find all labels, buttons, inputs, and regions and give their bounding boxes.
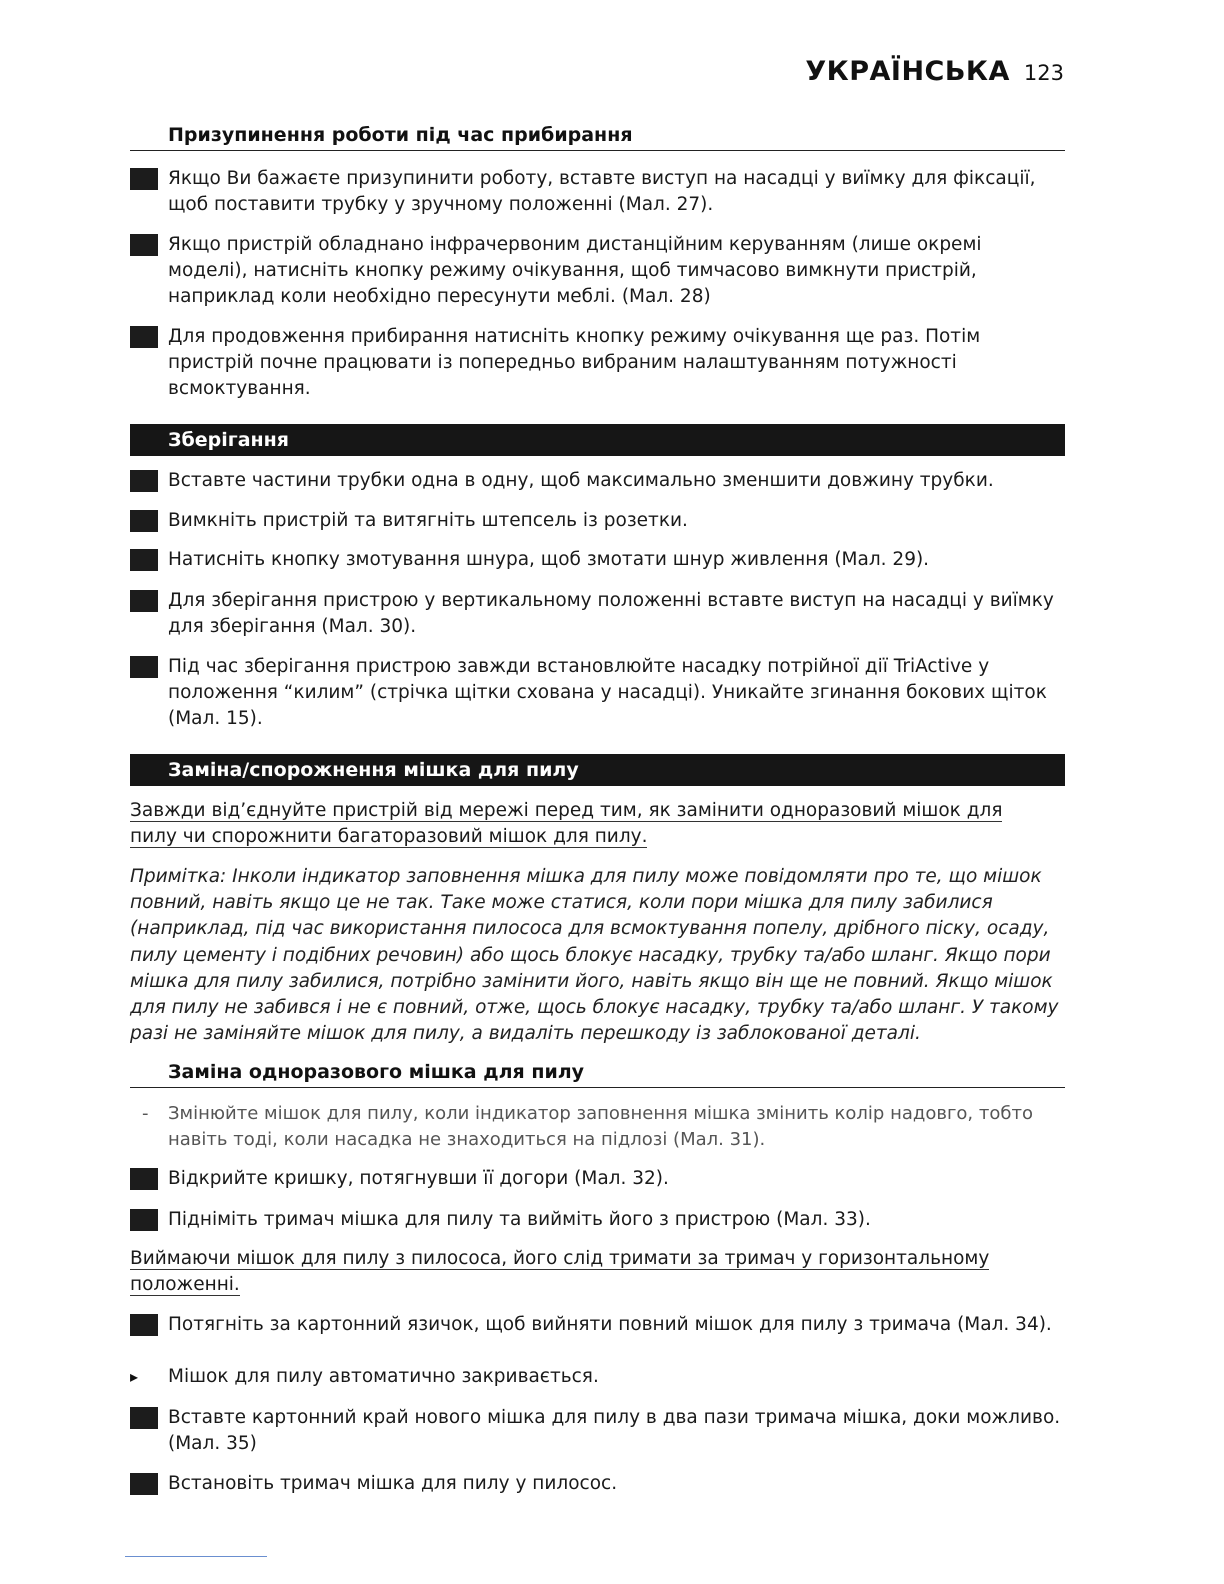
step-number-marker (130, 168, 158, 190)
warning-text-horizontal: Виймаючи мішок для пилу з пилососа, його слід тримати за тримач у горизонтальному положенні. (130, 1248, 990, 1295)
storage-step-3: Натисніть кнопку змотування шнура, щоб змотати шнур живлення (Мал. 29). (130, 547, 1065, 573)
footer-rule (125, 1556, 267, 1557)
step-number-marker (130, 1168, 158, 1190)
warning-text: Завжди від’єднуйте пристрій від мережі перед тим, як замінити одноразовий мішок для пилу чи спорожнити багаторазовий мішок для пилу. (130, 800, 1003, 847)
step-number-marker (130, 656, 158, 678)
pause-step-2: Якщо пристрій обладнано інфрачервоним дистанційним керуванням (лише окремі моделі), натисніть кнопку режиму очікування, щоб тимчасово вимкнути пристрій, наприклад коли необхідно пересунути меблі. (Мал. 28) (130, 232, 1065, 310)
note-text: Примітка: Інколи індикатор заповнення мішка для пилу може повідомляти про те, що мішок повний, навіть якщо це не так. Таке може статися, коли пори мішка для пилу забилися (наприклад, під час використання пилососа для всмоктування попелу, дрібного піску, осаду, пилу цементу і подібних речовин) або щось блокує насадку, трубку та/або шланг. Якщо пори мішка для пилу забилися, потрібно замінити його, навіть якщо він ще не повний. Якщо мішок для пилу не забився і не є повний, отже, щось блокує насадку, трубку та/або шланг. У такому разі не заміняйте мішок для пилу, а видаліть перешкоду із заблокованої деталі. (130, 866, 1059, 1045)
section-heading-replace: Заміна/спорожнення мішка для пилу (130, 754, 1065, 786)
disposable-step-5: Встановіть тримач мішка для пилу у пилосос. (130, 1471, 1065, 1497)
step-number-marker (130, 326, 158, 348)
step-number-marker (130, 549, 158, 571)
pause-step-3: Для продовження прибирання натисніть кнопку режиму очікування ще раз. Потім пристрій почне працювати із попередньо вибраним налаштуванням потужності всмоктування. (130, 324, 1065, 402)
section-heading-pause: Призупинення роботи під час прибирання (130, 124, 1065, 151)
result-arrow-icon: ▸ (130, 1367, 139, 1386)
step-number-marker (130, 470, 158, 492)
dash-item: - Змінюйте мішок для пилу, коли індикатор заповнення мішка змінить колір надовго, тобто навіть тоді, коли насадка не знаходиться на підлозі (Мал. 31). (130, 1101, 1065, 1153)
step-number-marker (130, 234, 158, 256)
storage-step-1: Вставте частини трубки одна в одну, щоб максимально зменшити довжину трубки. (130, 468, 1065, 494)
page-header (805, 56, 1064, 87)
storage-step-5: Під час зберігання пристрою завжди встановлюйте насадку потрійної дії TriActive у положення “килим” (стрічка щітки схована у насадці). Уникайте згинання бокових щіток (Мал. 15). (130, 654, 1065, 732)
disposable-step-1: Відкрийте кришку, потягнувши її догори (Мал. 32). (130, 1166, 1065, 1192)
dash-marker: - (142, 1103, 149, 1124)
storage-step-4: Для зберігання пристрою у вертикальному положенні вставте виступ на насадці у виїмку для зберігання (Мал. 30). (130, 588, 1065, 640)
step-number-marker (130, 1473, 158, 1495)
step-number-marker (130, 1407, 158, 1429)
page-number: 123 (1023, 61, 1064, 85)
step-number-marker (130, 1314, 158, 1336)
disposable-step-2: Підніміть тримач мішка для пилу та вийміть його з пристрою (Мал. 33). (130, 1207, 1065, 1233)
disposable-step-3: Потягніть за картонний язичок, щоб вийняти повний мішок для пилу з тримача (Мал. 34). (130, 1312, 1065, 1338)
disposable-step-4: Вставте картонний край нового мішка для пилу в два пази тримача мішка, доки можливо. (Мал. 35) (130, 1405, 1065, 1457)
pause-step-1: Якщо Ви бажаєте призупинити роботу, вставте виступ на насадці у виїмку для фіксації, щоб поставити трубку у зручному положенні (Мал. 27). (130, 166, 1065, 218)
section-heading-storage: Зберігання (130, 424, 1065, 456)
subsection-heading-disposable: Заміна одноразового мішка для пилу (130, 1061, 1065, 1088)
result-item: ▸ Мішок для пилу автоматично закривається. (130, 1364, 1065, 1390)
language-title: УКРАЇНСЬКА (805, 56, 1010, 87)
storage-step-2: Вимкніть пристрій та витягніть штепсель із розетки. (130, 508, 1065, 534)
step-number-marker (130, 590, 158, 612)
step-number-marker (130, 1209, 158, 1231)
step-number-marker (130, 510, 158, 532)
